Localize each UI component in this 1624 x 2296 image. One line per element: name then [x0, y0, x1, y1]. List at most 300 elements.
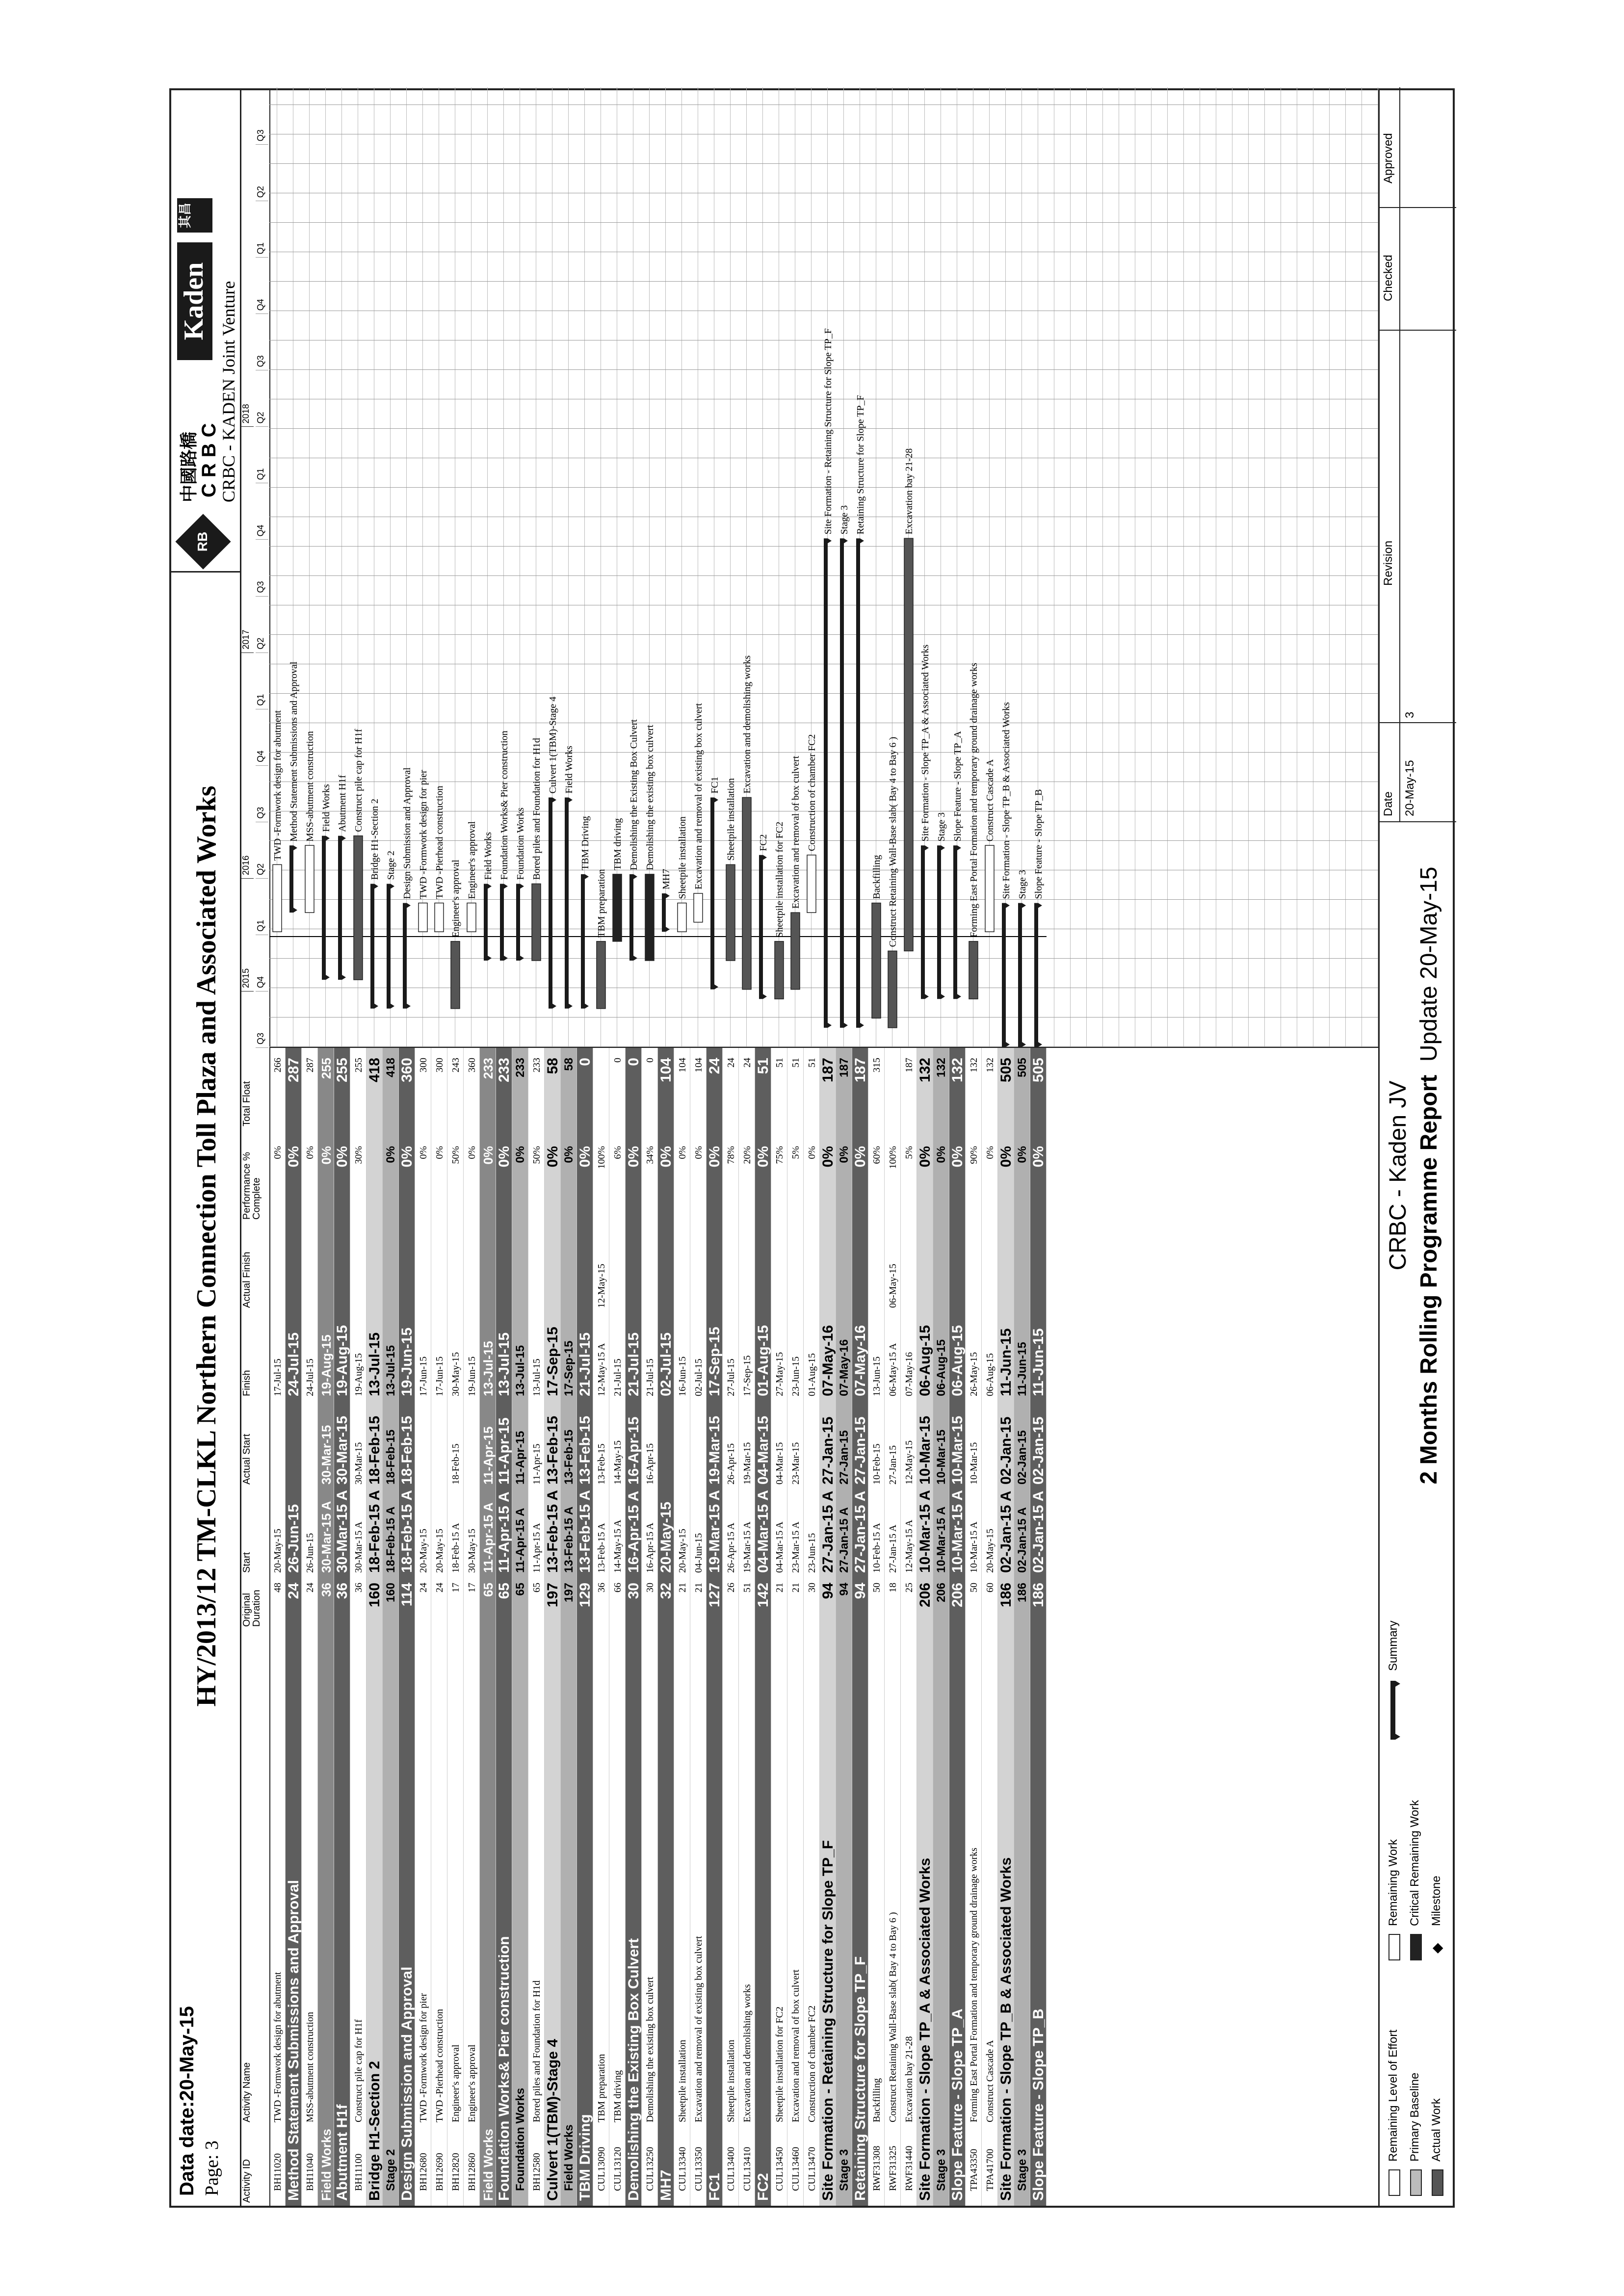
start-date: 20-May-15: [272, 1529, 283, 1573]
finish-date: 23-Jun-15: [790, 1356, 801, 1396]
activity-row[interactable]: [415, 1048, 431, 2206]
start-date: 27-Jan-15 A: [838, 1507, 851, 1573]
finish-date: 07-May-16: [838, 1339, 851, 1396]
bar-label: Field Works: [564, 745, 575, 794]
original-duration: 129: [577, 1583, 593, 1608]
actual-start-date: 26-Apr-15: [726, 1443, 736, 1485]
remaining-work-bar[interactable]: [305, 845, 314, 913]
actual-start-date: 11-Apr-15: [531, 1443, 542, 1485]
remaining-work-bar[interactable]: [678, 903, 686, 932]
bar-label: TWD -Formwork design for pier: [418, 770, 429, 899]
start-date: 23-Mar-15 A: [790, 1521, 801, 1573]
summary-bar[interactable]: [937, 845, 945, 999]
activity-row[interactable]: [431, 1048, 447, 2206]
summary-bar-icon: [1387, 1681, 1401, 1740]
start-date: 20-May-15: [434, 1529, 445, 1573]
total-float: 315: [871, 1058, 882, 1072]
actual-work-bar[interactable]: [888, 951, 897, 1027]
percent-complete: 0%: [935, 1146, 948, 1163]
total-float: 287: [305, 1058, 315, 1072]
wbs-summary-row[interactable]: [820, 1048, 836, 2206]
percent-complete: 5%: [790, 1146, 801, 1159]
bar-label: TWD -Formwork design for abutment: [272, 710, 283, 861]
critical-swatch-icon: [1410, 1934, 1422, 1960]
total-float: 255: [319, 1058, 334, 1079]
summary-bar[interactable]: [403, 903, 411, 1009]
wbs-summary-row[interactable]: [367, 1048, 383, 2206]
finish-date: 24-Jul-15: [286, 1332, 302, 1396]
summary-bar[interactable]: [1018, 903, 1026, 1047]
bar-label: Sheetpile installation for FC2: [774, 821, 785, 938]
actual-work-bar[interactable]: [969, 941, 978, 999]
wbs-summary-row[interactable]: [399, 1048, 415, 2206]
start-date: 11-Apr-15 A: [496, 1491, 512, 1573]
activity-row[interactable]: [723, 1048, 739, 2206]
total-float: 187: [838, 1058, 851, 1078]
percent-complete: 75%: [774, 1146, 785, 1164]
remaining-work-bar[interactable]: [273, 864, 282, 932]
wbs-summary-row[interactable]: [286, 1048, 302, 2206]
total-float: 187: [904, 1058, 915, 1072]
schedule-sheet: [169, 88, 1455, 2208]
activity-name: TWD -Pierhead construction: [434, 2009, 445, 2122]
actual-work-bar[interactable]: [904, 538, 913, 951]
original-duration: 94: [852, 1583, 868, 1599]
col-activity-id: Activity ID: [241, 2159, 252, 2203]
finish-date: 17-Jun-15: [434, 1356, 445, 1396]
total-float: 418: [384, 1058, 397, 1078]
remaining-work-bar[interactable]: [435, 903, 444, 932]
wbs-summary-row[interactable]: [998, 1048, 1014, 2206]
percent-complete: 0%: [562, 1146, 576, 1163]
activity-name: Excavation bay 21-28: [904, 2036, 915, 2122]
activity-id: BH11100: [353, 2153, 364, 2191]
total-float: 58: [545, 1058, 561, 1074]
bar-label: Field Works: [483, 832, 494, 880]
activity-row[interactable]: [269, 1048, 286, 2206]
total-float: 505: [998, 1058, 1014, 1083]
bar-label: Method Statement Submissions and Approval: [288, 661, 299, 842]
summary-bar[interactable]: [921, 845, 929, 999]
original-duration: 30: [626, 1583, 642, 1599]
activity-row[interactable]: [787, 1048, 804, 2206]
activity-id: BH11020: [272, 2153, 283, 2191]
activity-row[interactable]: [350, 1048, 367, 2206]
percent-complete: 100%: [596, 1146, 607, 1169]
actual-start-date: 27-Jan-15: [852, 1416, 868, 1485]
activity-id: RWF31440: [904, 2145, 915, 2191]
total-float: 0: [645, 1058, 655, 1063]
kaden-chinese-logo: 其昌: [177, 198, 212, 233]
actual-work-bar[interactable]: [532, 884, 541, 960]
wbs-name: Abutment H1f: [334, 2104, 350, 2201]
activity-id: CUL13460: [790, 2147, 801, 2191]
summary-bar[interactable]: [840, 538, 848, 1028]
finish-date: 02-Jul-15: [658, 1332, 674, 1396]
original-duration: 114: [399, 1583, 415, 1607]
summary-bar[interactable]: [387, 884, 394, 1008]
col-start: Start: [241, 1552, 252, 1573]
summary-bar[interactable]: [338, 836, 346, 980]
original-duration: 65: [496, 1583, 512, 1599]
summary-bar[interactable]: [484, 884, 492, 960]
wbs-summary-row[interactable]: [707, 1048, 723, 2206]
summary-bar[interactable]: [1002, 903, 1010, 1047]
quarter-label: Q4: [256, 299, 268, 314]
start-date: 20-May-15: [985, 1529, 995, 1573]
total-float: 418: [367, 1058, 383, 1083]
original-duration: 94: [820, 1583, 836, 1599]
original-duration: 36: [319, 1583, 334, 1597]
total-float: 58: [562, 1058, 576, 1071]
finish-date: 07-May-16: [904, 1352, 915, 1396]
total-float: 104: [677, 1058, 688, 1072]
activity-row[interactable]: [690, 1048, 707, 2206]
finish-date: 19-Jun-15: [467, 1356, 477, 1396]
wbs-summary-row[interactable]: [852, 1048, 868, 2206]
wbs-summary-row[interactable]: [1030, 1048, 1047, 2206]
percent-complete: 0%: [626, 1146, 642, 1168]
total-float: 51: [807, 1058, 817, 1068]
start-date: 27-Jan-15 A: [820, 1490, 836, 1573]
actual-start-date: 18-Feb-15: [367, 1415, 383, 1485]
actual-work-bar[interactable]: [791, 913, 800, 989]
original-duration: 51: [742, 1583, 753, 1592]
wbs-summary-row[interactable]: [334, 1048, 350, 2206]
finish-date: 01-Aug-15: [807, 1353, 817, 1396]
activity-name: Excavation and removal of box culvert: [790, 1969, 801, 2122]
summary-bar[interactable]: [322, 836, 330, 980]
original-duration: 21: [774, 1583, 785, 1592]
percent-complete: 34%: [645, 1146, 655, 1164]
summary-bar[interactable]: [549, 797, 556, 1008]
start-date: 26-Jun-15: [305, 1533, 315, 1573]
page-number: Page: 3: [202, 2140, 222, 2196]
finish-date: 02-Jul-15: [693, 1358, 704, 1396]
total-float: 233: [514, 1058, 527, 1078]
quarter-label: Q2: [256, 186, 268, 201]
percent-complete: 30%: [353, 1146, 364, 1164]
wbs-summary-row[interactable]: [1014, 1048, 1030, 2206]
finish-date: 01-Aug-15: [755, 1325, 771, 1396]
original-duration: 36: [353, 1583, 364, 1592]
actual-finish-date: 12-May-15: [596, 1264, 607, 1308]
remaining-work-bar[interactable]: [985, 845, 994, 932]
summary-bar[interactable]: [581, 874, 589, 1009]
activity-id: TPA43350: [969, 2149, 979, 2191]
percent-complete: 0%: [319, 1146, 334, 1165]
wbs-summary-row[interactable]: [561, 1048, 577, 2206]
summary-bar[interactable]: [1034, 903, 1042, 1047]
finish-date: 27-May-15: [774, 1352, 785, 1396]
activity-name: Construct Cascade A: [985, 2040, 995, 2122]
original-duration: 36: [596, 1583, 607, 1592]
summary-bar[interactable]: [856, 538, 864, 1028]
actual-start-date: 19-Mar-15: [707, 1415, 723, 1485]
total-float: 266: [272, 1058, 283, 1072]
finish-date: 16-Jun-15: [677, 1356, 688, 1396]
start-date: 04-Mar-15 A: [774, 1521, 785, 1573]
activity-name: Engineer's approval: [467, 2044, 477, 2122]
start-date: 10-Mar-15 A: [969, 1521, 979, 1573]
quarter-label: Q2: [256, 638, 268, 653]
activity-row[interactable]: [642, 1048, 658, 2206]
total-float: 233: [481, 1058, 496, 1079]
activity-row[interactable]: [302, 1048, 318, 2206]
activity-row[interactable]: [447, 1048, 464, 2206]
actual-work-bar[interactable]: [597, 941, 605, 1009]
total-float: 505: [1016, 1058, 1029, 1078]
crbc-logo-text: CRBC: [198, 417, 220, 497]
start-date: 27-Jan-15 A: [888, 1524, 898, 1573]
summary-bar[interactable]: [516, 884, 524, 960]
wbs-summary-row[interactable]: [917, 1048, 933, 2206]
percent-complete: 50%: [450, 1146, 461, 1164]
summary-bar[interactable]: [565, 797, 573, 1008]
quarter-label: Q2: [256, 863, 268, 879]
actual-start-date: 10-Mar-15: [917, 1415, 933, 1485]
original-duration: 21: [693, 1583, 704, 1592]
activity-name: TBM preparation: [596, 2054, 607, 2122]
percent-complete: 20%: [742, 1146, 753, 1164]
activity-id: BH12690: [434, 2153, 445, 2191]
original-duration: 65: [481, 1583, 496, 1597]
percent-complete: 0%: [272, 1146, 283, 1159]
total-float: 51: [790, 1058, 801, 1068]
finish-date: 13-Jun-15: [871, 1356, 882, 1396]
activity-name: MSS-abutment construction: [305, 2012, 315, 2122]
actual-start-date: 12-May-15: [904, 1440, 915, 1485]
revision-block: [1380, 87, 1456, 822]
wbs-summary-row[interactable]: [933, 1048, 949, 2206]
bar-label: Excavation and removal of box culvert: [790, 756, 801, 909]
activity-name: Construct Retaining Wall-Base slab( Bay 4 to Bay 6 ): [888, 1912, 898, 2122]
finish-date: 21-Jul-15: [626, 1332, 642, 1396]
footer-report-title: 2 Months Rolling Programme Report Update 20-May-15: [1416, 866, 1442, 1485]
actual-work-bar[interactable]: [726, 864, 735, 961]
wbs-summary-row[interactable]: [626, 1048, 642, 2206]
summary-bar[interactable]: [500, 884, 508, 960]
activity-name: Excavation and removal of existing box culvert: [693, 1936, 704, 2122]
activity-name: Construction of chamber FC2: [807, 2005, 817, 2122]
wbs-summary-row[interactable]: [512, 1048, 528, 2206]
year-label: 2017: [241, 630, 254, 653]
summary-bar[interactable]: [370, 884, 378, 1008]
critical-work-bar[interactable]: [613, 874, 622, 941]
wbs-summary-row[interactable]: [836, 1048, 852, 2206]
bar-label: Demolishing the existing box culvert: [645, 725, 655, 870]
summary-bar[interactable]: [824, 538, 832, 1028]
wbs-name: MH7: [658, 2169, 674, 2201]
activity-id: BH12680: [418, 2153, 429, 2191]
wbs-summary-row[interactable]: [577, 1048, 593, 2206]
wbs-name: Site Formation - Retaining Structure for Slope TP_F: [820, 1840, 836, 2201]
activity-row[interactable]: [593, 1048, 609, 2206]
start-date: 20-May-15: [677, 1529, 688, 1573]
remaining-work-bar[interactable]: [694, 893, 703, 922]
finish-date: 07-May-16: [852, 1325, 868, 1396]
activity-id: CUL13340: [677, 2147, 688, 2191]
start-date: 10-Mar-15 A: [935, 1506, 948, 1573]
activity-row[interactable]: [609, 1048, 626, 2206]
bar-label: MSS-abutment construction: [305, 731, 315, 842]
total-float: 233: [496, 1058, 512, 1083]
activity-row[interactable]: [528, 1048, 545, 2206]
activity-row[interactable]: [674, 1048, 690, 2206]
start-date: 02-Jan-15 A: [1016, 1507, 1029, 1573]
percent-complete: 0%: [514, 1146, 527, 1163]
finish-date: 06-May-15 A: [888, 1343, 898, 1396]
year-label: 2016: [241, 856, 254, 879]
start-date: 23-Jun-15: [807, 1533, 817, 1573]
summary-bar[interactable]: [289, 845, 297, 913]
bar-label: Construct pile cap for H1f: [353, 729, 364, 832]
summary-bar[interactable]: [953, 845, 961, 999]
bar-label: Abutment H1f: [337, 775, 348, 832]
activity-row[interactable]: [966, 1048, 982, 2206]
start-date: 30-May-15: [467, 1529, 477, 1573]
wbs-summary-row[interactable]: [545, 1048, 561, 2206]
activity-row[interactable]: [739, 1048, 755, 2206]
actual-work-bar[interactable]: [872, 903, 881, 1018]
activity-name: Sheetpile installation: [677, 2039, 688, 2122]
original-duration: 24: [434, 1583, 445, 1592]
bar-label: TBM driving: [612, 818, 623, 870]
bar-label: TWD -Pierhead construction: [434, 785, 445, 899]
remaining-work-bar[interactable]: [419, 903, 427, 932]
start-date: 20-May-15: [658, 1501, 674, 1573]
original-duration: 60: [985, 1583, 995, 1592]
actual-start-date: 23-Mar-15: [790, 1442, 801, 1485]
quarter-label: Q2: [256, 412, 268, 427]
wbs-summary-row[interactable]: [755, 1048, 771, 2206]
activity-id: CUL13090: [596, 2147, 607, 2191]
original-duration: 197: [562, 1583, 576, 1603]
actual-start-date: 13-Feb-15: [577, 1415, 593, 1485]
quarter-label: Q1: [256, 920, 268, 935]
activity-row[interactable]: [885, 1048, 901, 2206]
wbs-name: Field Works: [562, 2124, 576, 2191]
finish-date: 17-Jun-15: [418, 1356, 429, 1396]
wbs-summary-row[interactable]: [496, 1048, 512, 2206]
bar-label: Site Formation - Slope TP_B & Associated Works: [1001, 702, 1012, 899]
wbs-name: Bridge H1-Section 2: [367, 2061, 383, 2201]
actual-start-date: 16-Apr-15: [645, 1443, 655, 1485]
actual-work-bar[interactable]: [775, 941, 784, 999]
finish-date: 06-Aug-15: [949, 1325, 966, 1396]
start-date: 19-Mar-15 A: [742, 1521, 753, 1573]
actual-work-bar[interactable]: [354, 836, 363, 980]
total-float: 24: [726, 1058, 736, 1068]
actual-start-date: 02-Jan-15: [1016, 1430, 1029, 1485]
activity-id: RWF31308: [871, 2145, 882, 2191]
wbs-name: Stage 3: [935, 2149, 948, 2191]
percent-complete: 0%: [434, 1146, 445, 1159]
actual-start-date: 10-Mar-15: [949, 1415, 966, 1485]
percent-complete: 0%: [384, 1146, 397, 1163]
bar-label: Sheetpile installation: [726, 778, 736, 861]
summary-bar[interactable]: [629, 874, 637, 961]
wbs-name: FC1: [707, 2173, 723, 2201]
wbs-summary-row[interactable]: [318, 1048, 334, 2206]
finish-date: 30-May-15: [450, 1352, 461, 1396]
activity-row[interactable]: [464, 1048, 480, 2206]
total-float: 132: [917, 1058, 933, 1083]
actual-start-date: 27-Jan-15: [820, 1416, 836, 1485]
bar-label: Excavation and demolishing works: [742, 655, 753, 794]
activity-id: BH12860: [467, 2153, 477, 2191]
original-duration: 50: [871, 1583, 882, 1592]
summary-bar[interactable]: [759, 855, 767, 999]
company-logo-block: [171, 90, 240, 573]
wbs-name: Slope Feature - Slope TP_A: [949, 2009, 966, 2201]
start-date: 02-Jan-15 A: [1030, 1490, 1047, 1573]
activity-row[interactable]: [771, 1048, 787, 2206]
finish-date: 21-Jul-15: [645, 1358, 655, 1396]
bar-label: Bored piles and Foundation for H1d: [531, 738, 542, 880]
start-date: 18-Feb-15 A: [399, 1490, 415, 1573]
actual-work-bar[interactable]: [742, 797, 751, 989]
actual-start-date: 02-Jan-15: [998, 1416, 1014, 1485]
actual-start-date: 13-Feb-15: [545, 1415, 561, 1485]
wbs-summary-row[interactable]: [949, 1048, 966, 2206]
activity-name: Backfilling: [871, 2078, 882, 2122]
critical-work-bar[interactable]: [645, 874, 654, 961]
quarter-label: Q3: [256, 581, 268, 597]
wbs-summary-row[interactable]: [383, 1048, 399, 2206]
wbs-name: Stage 3: [1016, 2149, 1029, 2191]
wbs-summary-row[interactable]: [658, 1048, 674, 2206]
original-duration: 94: [838, 1583, 851, 1596]
finish-date: 19-Aug-15: [334, 1325, 350, 1396]
percent-complete: 5%: [904, 1146, 915, 1159]
remaining-swatch-icon: [1388, 1934, 1400, 1960]
wbs-name: Field Works: [319, 2129, 334, 2201]
start-date: 13-Feb-15 A: [545, 1490, 561, 1573]
start-date: 16-Apr-15 A: [645, 1522, 655, 1573]
actual-start-date: 10-Feb-15: [871, 1443, 882, 1485]
activity-id: CUL13410: [742, 2147, 753, 2191]
bar-label: Field Works: [321, 784, 332, 832]
bar-label: Sheetpile installation: [677, 816, 688, 899]
actual-work-bar[interactable]: [451, 941, 460, 1009]
activity-row[interactable]: [982, 1048, 998, 2206]
date-value: 20-May-15: [1403, 760, 1416, 816]
actual-start-date: 18-Feb-15: [384, 1429, 397, 1485]
finish-date: 13-Jul-15: [384, 1345, 397, 1396]
bar-label: Forming East Portal Formation and temporary ground drainage works: [969, 662, 979, 938]
finish-date: 11-Jun-15: [998, 1328, 1014, 1396]
activity-row[interactable]: [901, 1048, 917, 2206]
wbs-summary-row[interactable]: [480, 1048, 496, 2206]
start-date: 18-Feb-15 A: [450, 1523, 461, 1573]
actual-start-date: 04-Mar-15: [774, 1442, 785, 1485]
summary-bar[interactable]: [662, 893, 670, 932]
start-date: 11-Apr-15 A: [514, 1508, 527, 1573]
activity-row[interactable]: [804, 1048, 820, 2206]
bar-label: Backfilling: [871, 855, 882, 899]
activity-row[interactable]: [868, 1048, 885, 2206]
original-duration: 17: [467, 1583, 477, 1592]
bar-label: Foundation Works: [515, 807, 526, 880]
remaining-work-bar[interactable]: [467, 903, 476, 932]
summary-bar[interactable]: [710, 797, 718, 989]
remaining-work-bar[interactable]: [807, 855, 816, 913]
activity-id: CUL13250: [645, 2147, 655, 2191]
percent-complete: 0%: [1030, 1146, 1047, 1168]
activity-name: Engineer's approval: [450, 2044, 461, 2122]
actual-start-date: 18-Feb-15: [399, 1415, 415, 1485]
